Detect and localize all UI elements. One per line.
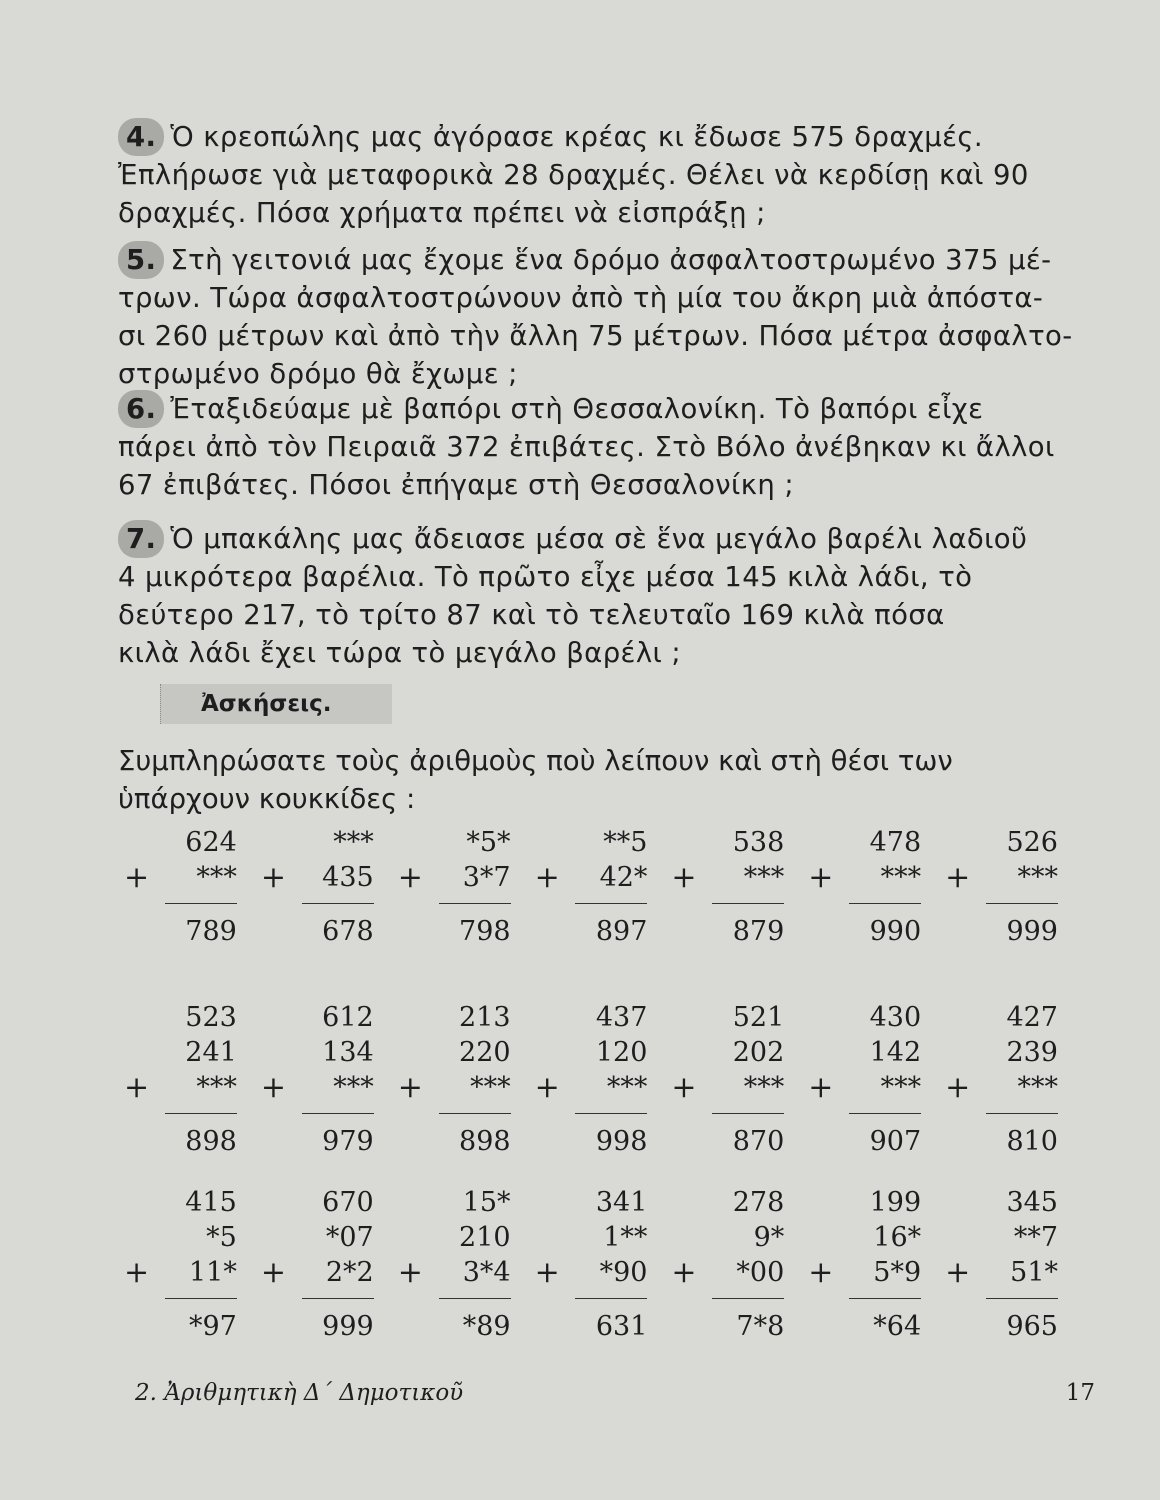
sum-result: 7*8 bbox=[736, 1311, 785, 1342]
page-number: 17 bbox=[1065, 1380, 1095, 1406]
addend: 199 bbox=[869, 1187, 922, 1218]
sum-rule bbox=[165, 903, 237, 904]
problem-text: τρων. Τώρα ἀσφαλτοστρώνουν ἀπὸ τὴ μία του ἄκρη μιὰ ἀπόστα- bbox=[118, 282, 1044, 314]
addend: 427 bbox=[1006, 1002, 1058, 1033]
addend: *** bbox=[470, 1072, 511, 1103]
problem-text: 67 ἐπιβάτες. Πόσοι ἐπήγαμε στὴ Θεσσαλονίκη ; bbox=[118, 469, 795, 501]
sum-result: *64 bbox=[873, 1311, 922, 1342]
plus-operator: + bbox=[124, 1070, 150, 1105]
sum-rule bbox=[849, 1113, 921, 1114]
plus-operator: + bbox=[671, 1255, 697, 1290]
addend: 345 bbox=[1006, 1187, 1058, 1218]
addend: *** bbox=[1017, 862, 1058, 893]
addition-exercise bbox=[802, 1185, 939, 1344]
addend: 278 bbox=[732, 1187, 785, 1218]
problem-4 bbox=[118, 118, 1093, 232]
plus-operator: + bbox=[808, 860, 834, 895]
addend: 120 bbox=[595, 1037, 648, 1068]
sum-rule bbox=[439, 1298, 511, 1299]
plus-operator: + bbox=[397, 860, 423, 895]
problem-text: δραχμές. Πόσα χρήματα πρέπει νὰ εἰσπράξῃ ; bbox=[118, 197, 766, 229]
addend: 51* bbox=[1010, 1257, 1058, 1288]
addend: 239 bbox=[1006, 1037, 1058, 1068]
addend: 2*2 bbox=[325, 1257, 374, 1288]
sum-result: 898 bbox=[185, 1126, 237, 1157]
addend: 3*4 bbox=[462, 1257, 511, 1288]
addend: 415 bbox=[185, 1187, 237, 1218]
problem-text: Ἐταξιδεύαμε μὲ βαπόρι στὴ Θεσσαλονίκη. Τὸ βαπόρι εἶχε bbox=[170, 393, 984, 425]
addend: *** bbox=[196, 1072, 237, 1103]
sum-rule bbox=[986, 1298, 1058, 1299]
plus-operator: + bbox=[534, 1255, 560, 1290]
sum-result: 898 bbox=[459, 1126, 511, 1157]
addition-exercise bbox=[529, 825, 666, 949]
exercises-intro bbox=[118, 742, 1098, 818]
addend: *** bbox=[333, 827, 374, 858]
problem-text: Στὴ γειτονιά μας ἔχομε ἕνα δρόμο ἀσφαλτοστρωμένο 375 μέ- bbox=[170, 244, 1052, 276]
addend: 210 bbox=[459, 1222, 511, 1253]
sum-result: 789 bbox=[185, 916, 237, 947]
sum-rule bbox=[302, 903, 374, 904]
addition-exercise bbox=[392, 1000, 529, 1159]
addition-exercise bbox=[665, 825, 802, 949]
addition-exercise bbox=[255, 1185, 392, 1344]
addend: 478 bbox=[869, 827, 922, 858]
plus-operator: + bbox=[945, 1255, 971, 1290]
problem-7 bbox=[118, 520, 1093, 672]
addition-exercise bbox=[118, 1000, 255, 1159]
addition-exercise bbox=[529, 1000, 666, 1159]
sum-result: 999 bbox=[1006, 916, 1058, 947]
sum-rule bbox=[302, 1113, 374, 1114]
addend: **5 bbox=[603, 827, 648, 858]
plus-operator: + bbox=[260, 1070, 286, 1105]
problem-number: 6. bbox=[118, 390, 164, 428]
plus-operator: + bbox=[671, 1070, 697, 1105]
addend: 5*9 bbox=[873, 1257, 922, 1288]
problem-number: 7. bbox=[118, 520, 164, 558]
addend: *** bbox=[880, 1072, 922, 1103]
addend: *** bbox=[196, 862, 237, 893]
sum-result: 798 bbox=[459, 916, 511, 947]
addend: 435 bbox=[322, 862, 374, 893]
sum-rule bbox=[986, 1113, 1058, 1114]
problem-text: κιλὰ λάδι ἔχει τώρα τὸ μεγάλο βαρέλι ; bbox=[118, 637, 682, 669]
sum-rule bbox=[302, 1298, 374, 1299]
addition-exercise bbox=[802, 1000, 939, 1159]
addend: *** bbox=[1017, 1072, 1058, 1103]
addend: 202 bbox=[732, 1037, 785, 1068]
addend: *07 bbox=[325, 1222, 374, 1253]
addend: 437 bbox=[595, 1002, 648, 1033]
addend: *00 bbox=[736, 1257, 785, 1288]
plus-operator: + bbox=[124, 1255, 150, 1290]
addend: 670 bbox=[322, 1187, 374, 1218]
addition-exercise bbox=[392, 825, 529, 949]
addend: 241 bbox=[185, 1037, 237, 1068]
addend: *** bbox=[880, 862, 922, 893]
plus-operator: + bbox=[945, 860, 971, 895]
sum-result: 897 bbox=[595, 916, 648, 947]
sum-rule bbox=[165, 1113, 237, 1114]
plus-operator: + bbox=[397, 1070, 423, 1105]
problem-text: πάρει ἀπὸ τὸν Πειραιᾶ 372 ἐπιβάτες. Στὸ Βόλο ἀνέβηκαν κι ἄλλοι bbox=[118, 431, 1055, 463]
addend: 134 bbox=[322, 1037, 374, 1068]
sum-result: *97 bbox=[188, 1311, 237, 1342]
exercise-group-1 bbox=[118, 825, 1076, 949]
problem-text: σι 260 μέτρων καὶ ἀπὸ τὴν ἄλλη 75 μέτρων. Πόσα μέτρα ἀσφαλτο- bbox=[118, 320, 1073, 352]
addend: *5* bbox=[466, 827, 511, 858]
addition-exercise bbox=[118, 1185, 255, 1344]
sum-rule bbox=[712, 1113, 784, 1114]
addend: 624 bbox=[185, 827, 237, 858]
plus-operator: + bbox=[260, 860, 286, 895]
sum-result: 870 bbox=[732, 1126, 785, 1157]
problem-number: 5. bbox=[118, 241, 164, 279]
addend: 430 bbox=[869, 1002, 922, 1033]
plus-operator: + bbox=[808, 1070, 834, 1105]
addition-exercise bbox=[802, 825, 939, 949]
intro-line: Συμπληρώσατε τοὺς ἀριθμοὺς ποὺ λείπουν καὶ στὴ θέσι των bbox=[118, 745, 953, 777]
sum-rule bbox=[849, 903, 921, 904]
problem-text: Ὁ κρεοπώλης μας ἀγόρασε κρέας κι ἔδωσε 575 δραχμές. bbox=[170, 121, 984, 153]
addend: *** bbox=[606, 1072, 648, 1103]
problem-text: δεύτερο 217, τὸ τρίτο 87 καὶ τὸ τελευταῖο 169 κιλὰ πόσα bbox=[118, 599, 945, 631]
sum-result: 907 bbox=[869, 1126, 922, 1157]
addition-exercise bbox=[665, 1185, 802, 1344]
sum-rule bbox=[439, 1113, 511, 1114]
addend: 341 bbox=[595, 1187, 648, 1218]
addition-exercise bbox=[392, 1185, 529, 1344]
problem-5 bbox=[118, 241, 1093, 393]
problem-text: 4 μικρότερα βαρέλια. Τὸ πρῶτο εἶχε μέσα 145 κιλὰ λάδι, τὸ bbox=[118, 561, 973, 593]
addend: 220 bbox=[459, 1037, 511, 1068]
sum-rule bbox=[712, 903, 784, 904]
plus-operator: + bbox=[671, 860, 697, 895]
addend: 3*7 bbox=[462, 862, 511, 893]
addition-exercise bbox=[118, 825, 255, 949]
footer-title: 2. Ἀριθμητικὴ Δ΄ Δημοτικοῦ bbox=[135, 1380, 464, 1406]
plus-operator: + bbox=[808, 1255, 834, 1290]
plus-operator: + bbox=[534, 1070, 560, 1105]
addition-exercise bbox=[665, 1000, 802, 1159]
addend: *** bbox=[333, 1072, 374, 1103]
addend: 523 bbox=[185, 1002, 237, 1033]
page-footer bbox=[135, 1380, 1095, 1406]
sum-result: 879 bbox=[732, 916, 785, 947]
problem-text: Ὁ μπακάλης μας ἄδειασε μέσα σὲ ἕνα μεγάλο βαρέλι λαδιοῦ bbox=[170, 523, 1028, 555]
plus-operator: + bbox=[397, 1255, 423, 1290]
addend: 213 bbox=[459, 1002, 511, 1033]
addend: 42* bbox=[599, 862, 648, 893]
exercise-group-3 bbox=[118, 1185, 1076, 1344]
addend: *5 bbox=[206, 1222, 237, 1253]
sum-rule bbox=[575, 903, 647, 904]
addend: 142 bbox=[869, 1037, 922, 1068]
addend: 9* bbox=[753, 1222, 785, 1253]
addend: *** bbox=[743, 862, 785, 893]
addend: 11* bbox=[188, 1257, 237, 1288]
addition-exercise bbox=[939, 1000, 1076, 1159]
sum-rule bbox=[575, 1113, 647, 1114]
plus-operator: + bbox=[260, 1255, 286, 1290]
addend: *** bbox=[743, 1072, 785, 1103]
addend: 526 bbox=[1006, 827, 1058, 858]
sum-result: 979 bbox=[322, 1126, 374, 1157]
addend: **7 bbox=[1013, 1222, 1058, 1253]
plus-operator: + bbox=[124, 860, 150, 895]
sum-result: 999 bbox=[322, 1311, 374, 1342]
addend: 521 bbox=[732, 1002, 785, 1033]
sum-rule bbox=[439, 903, 511, 904]
addend: *90 bbox=[599, 1257, 648, 1288]
sum-rule bbox=[165, 1298, 237, 1299]
addition-exercise bbox=[939, 1185, 1076, 1344]
sum-result: 678 bbox=[322, 916, 374, 947]
plus-operator: + bbox=[945, 1070, 971, 1105]
exercises-heading: Ἀσκήσεις. bbox=[160, 684, 392, 724]
sum-result: *89 bbox=[462, 1311, 511, 1342]
intro-line: ὑπάρχουν κουκκίδες : bbox=[118, 783, 416, 815]
problem-6 bbox=[118, 390, 1093, 504]
problem-text: στρωμένο δρόμο θὰ ἔχωμε ; bbox=[118, 358, 518, 390]
sum-result: 990 bbox=[869, 916, 922, 947]
addend: 612 bbox=[322, 1002, 374, 1033]
addition-exercise bbox=[939, 825, 1076, 949]
sum-result: 965 bbox=[1006, 1311, 1058, 1342]
addend: 538 bbox=[732, 827, 785, 858]
sum-rule bbox=[849, 1298, 921, 1299]
addition-exercise bbox=[529, 1185, 666, 1344]
sum-rule bbox=[986, 903, 1058, 904]
exercise-group-2 bbox=[118, 1000, 1076, 1159]
problem-number: 4. bbox=[118, 118, 164, 156]
addend: 1** bbox=[603, 1222, 648, 1253]
addition-exercise bbox=[255, 1000, 392, 1159]
addend: 15* bbox=[462, 1187, 511, 1218]
sum-result: 810 bbox=[1006, 1126, 1058, 1157]
problem-text: Ἐπλήρωσε γιὰ μεταφορικὰ 28 δραχμές. Θέλει νὰ κερδίσῃ καὶ 90 bbox=[118, 159, 1029, 191]
addend: 16* bbox=[873, 1222, 922, 1253]
sum-rule bbox=[575, 1298, 647, 1299]
sum-rule bbox=[712, 1298, 784, 1299]
sum-result: 998 bbox=[595, 1126, 648, 1157]
plus-operator: + bbox=[534, 860, 560, 895]
sum-result: 631 bbox=[595, 1311, 648, 1342]
addition-exercise bbox=[255, 825, 392, 949]
